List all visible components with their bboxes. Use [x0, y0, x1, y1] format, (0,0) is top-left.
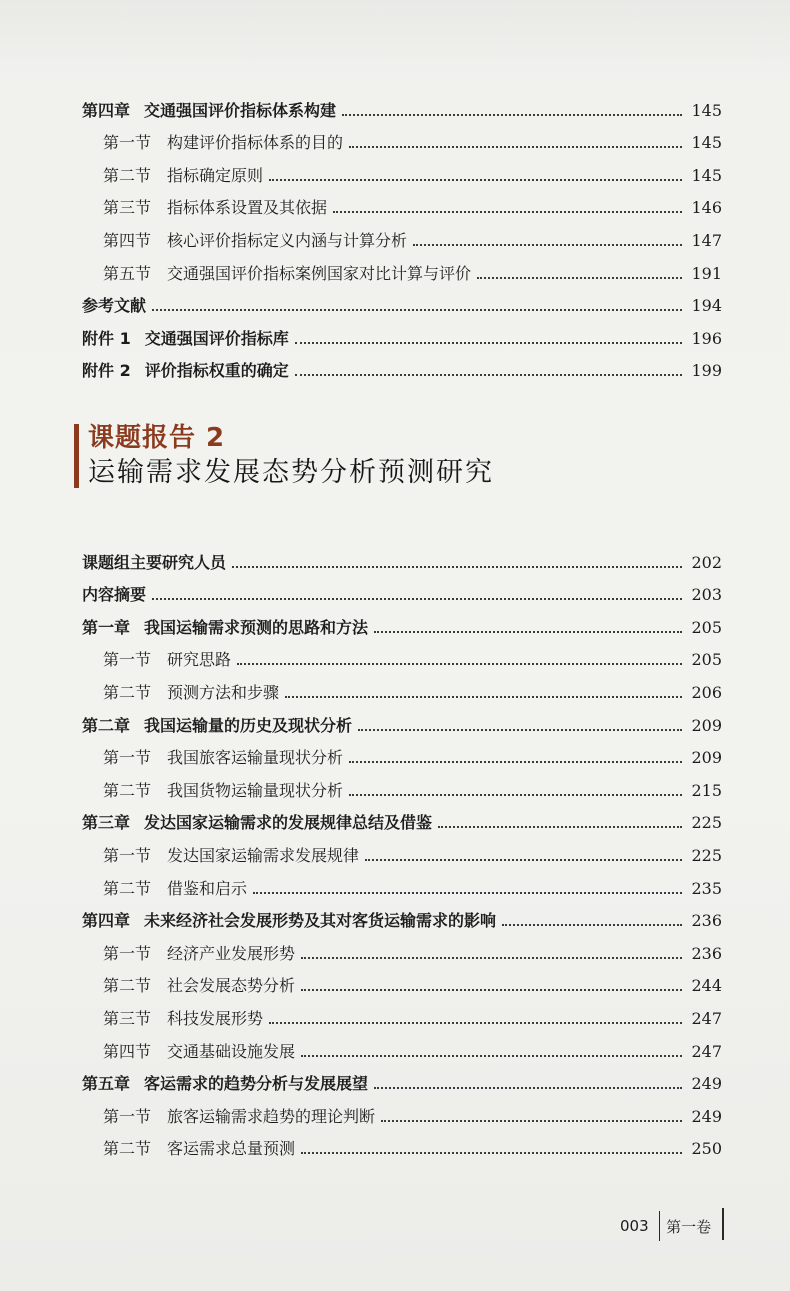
dot-leader — [237, 663, 682, 665]
entry-title: 客运需求总量预测 — [167, 1139, 296, 1159]
dot-leader — [301, 1055, 682, 1057]
page-number: 235 — [691, 878, 722, 898]
dot-leader — [413, 244, 682, 246]
page-number: 199 — [691, 361, 722, 381]
toc-entry-chapter — [82, 899, 722, 932]
entry-title: 借鉴和启示 — [167, 878, 248, 898]
entry-title: 研究思路 — [167, 650, 232, 670]
entry-number: 第二节 — [103, 780, 152, 800]
toc-entry-section — [82, 638, 722, 671]
toc-entry-section — [82, 121, 722, 154]
entry-number: 第五章 — [82, 1074, 131, 1094]
page-number: 236 — [691, 943, 722, 963]
toc-entry-section — [82, 768, 722, 801]
entry-title: 未来经济社会发展形势及其对客货运输需求的影响 — [144, 911, 497, 931]
page-number: 147 — [691, 230, 722, 250]
entry-label — [82, 1074, 368, 1094]
page-number: 146 — [691, 198, 722, 218]
dot-leader — [253, 892, 682, 894]
entry-title: 旅客运输需求趋势的理论判断 — [167, 1106, 376, 1126]
dot-leader — [349, 761, 682, 763]
entry-title: 我国运输需求预测的思路和方法 — [144, 617, 369, 637]
entry-label — [82, 585, 146, 605]
page-number: 209 — [691, 715, 722, 735]
page-number: 206 — [691, 682, 722, 702]
entry-title: 预测方法和步骤 — [167, 682, 280, 702]
entry-number: 附件 2 — [82, 361, 131, 381]
toc-entry-chapter — [82, 1062, 722, 1095]
entry-label — [82, 553, 226, 573]
entry-title: 我国货物运输量现状分析 — [167, 780, 344, 800]
entry-title: 经济产业发展形势 — [167, 943, 296, 963]
entry-label — [82, 101, 336, 121]
dot-leader — [438, 826, 682, 828]
dot-leader — [295, 374, 682, 376]
dot-leader — [349, 146, 682, 148]
toc-entry-section — [82, 1127, 722, 1160]
entry-title: 构建评价指标体系的目的 — [167, 133, 344, 153]
entry-number: 第二节 — [103, 165, 152, 185]
toc-entry-chapter — [82, 88, 722, 121]
dot-leader — [365, 859, 682, 861]
entry-title: 评价指标权重的确定 — [144, 361, 289, 381]
entry-title: 指标确定原则 — [167, 165, 264, 185]
entry-number: 第一章 — [82, 617, 131, 637]
entry-label — [82, 361, 289, 381]
entry-title: 科技发展形势 — [167, 1008, 264, 1028]
page-number: 145 — [691, 165, 722, 185]
dot-leader — [381, 1120, 682, 1122]
entry-label — [103, 846, 359, 866]
toc-entry-appendix — [82, 316, 722, 349]
page-number: 205 — [691, 650, 722, 670]
dot-leader — [358, 729, 682, 731]
report-title: 运输需求发展态势分析预测研究 — [88, 457, 494, 488]
entry-title: 内容摘要 — [82, 585, 147, 605]
entry-label — [82, 716, 352, 736]
entry-title: 我国运输量的历史及现状分析 — [144, 715, 353, 735]
entry-number: 第二节 — [103, 682, 152, 702]
dot-leader — [349, 794, 682, 796]
folio-number: 003 — [620, 1217, 649, 1235]
entry-label — [82, 911, 496, 931]
entry-number: 第一节 — [103, 943, 152, 963]
entry-number: 第一节 — [103, 133, 152, 153]
toc-entry-section — [82, 833, 722, 866]
toc-entry-references — [82, 284, 722, 317]
toc-upper-list — [82, 88, 722, 381]
entry-number: 第五节 — [103, 263, 152, 283]
dot-leader — [301, 1152, 682, 1154]
toc-entry-section — [82, 964, 722, 997]
entry-number: 第四节 — [103, 230, 152, 250]
page-number: 244 — [691, 976, 722, 996]
dot-leader — [269, 179, 682, 181]
dot-leader — [152, 309, 682, 311]
entry-label — [82, 618, 368, 638]
page-number: 203 — [691, 585, 722, 605]
entry-title: 参考文献 — [82, 296, 147, 316]
page-footer — [620, 1210, 711, 1242]
entry-label — [103, 264, 471, 284]
entry-title: 社会发展态势分析 — [167, 976, 296, 996]
entry-label — [103, 1139, 295, 1159]
entry-label — [103, 650, 231, 670]
entry-number: 第一节 — [103, 650, 152, 670]
dot-leader — [374, 1087, 682, 1089]
entry-number: 第三章 — [82, 813, 131, 833]
page-number: 236 — [691, 911, 722, 931]
page-number: 191 — [691, 263, 722, 283]
entry-label — [103, 976, 295, 996]
dot-leader — [502, 924, 682, 926]
entry-title: 课题组主要研究人员 — [82, 552, 227, 572]
toc-entry-section — [82, 186, 722, 219]
page-number: 249 — [691, 1106, 722, 1126]
entry-title: 发达国家运输需求的发展规律总结及借鉴 — [144, 813, 433, 833]
toc-entry-section — [82, 251, 722, 284]
entry-number: 第四章 — [82, 100, 131, 120]
entry-label — [103, 879, 247, 899]
entry-number: 附件 1 — [82, 328, 131, 348]
entry-number: 第二章 — [82, 715, 131, 735]
report-accent-bar — [74, 424, 79, 488]
report-tag: 课题报告 2 — [88, 423, 226, 453]
entry-label — [103, 1042, 295, 1062]
page-number: 247 — [691, 1041, 722, 1061]
report-header — [74, 422, 714, 492]
toc-entry-section — [82, 866, 722, 899]
entry-label — [103, 231, 407, 251]
entry-number: 第一节 — [103, 845, 152, 865]
entry-label — [103, 781, 343, 801]
entry-label — [103, 748, 343, 768]
entry-title: 核心评价指标定义内涵与计算分析 — [167, 230, 408, 250]
entry-number: 第二节 — [103, 878, 152, 898]
entry-label — [82, 813, 432, 833]
footer-edge-rule — [722, 1208, 724, 1240]
page-number: 225 — [691, 845, 722, 865]
toc-entry-front-matter — [82, 540, 722, 573]
entry-number: 第二节 — [103, 976, 152, 996]
page-number: 225 — [691, 813, 722, 833]
entry-title: 交通基础设施发展 — [167, 1041, 296, 1061]
entry-number: 第一节 — [103, 748, 152, 768]
entry-number: 第四章 — [82, 911, 131, 931]
page-number: 145 — [691, 100, 722, 120]
page-number: 196 — [691, 328, 722, 348]
toc-entry-section — [82, 1094, 722, 1127]
volume-label: 第一卷 — [666, 1217, 712, 1236]
entry-title: 指标体系设置及其依据 — [167, 198, 328, 218]
page-number: 249 — [691, 1074, 722, 1094]
page-number: 209 — [691, 748, 722, 768]
toc-entry-section — [82, 218, 722, 251]
page-number: 205 — [691, 617, 722, 637]
toc-entry-section — [82, 931, 722, 964]
entry-label — [82, 296, 146, 316]
dot-leader — [301, 989, 682, 991]
page-number: 194 — [691, 296, 722, 316]
entry-title: 交通强国评价指标案例国家对比计算与评价 — [167, 263, 472, 283]
entry-label — [103, 133, 343, 153]
toc-entry-appendix — [82, 349, 722, 382]
dot-leader — [295, 342, 682, 344]
dot-leader — [333, 211, 682, 213]
page-number: 250 — [691, 1139, 722, 1159]
entry-number: 第四节 — [103, 1041, 152, 1061]
toc-entry-section — [82, 736, 722, 769]
entry-label — [103, 944, 295, 964]
dot-leader — [374, 631, 682, 633]
dot-leader — [269, 1022, 682, 1024]
entry-label — [82, 329, 289, 349]
entry-title: 交通强国评价指标库 — [144, 328, 289, 348]
entry-label — [103, 1009, 263, 1029]
dot-leader — [285, 696, 682, 698]
entry-label — [103, 683, 279, 703]
toc-entry-section — [82, 996, 722, 1029]
dot-leader — [232, 566, 682, 568]
dot-leader — [152, 598, 682, 600]
entry-label — [103, 198, 327, 218]
entry-label — [103, 166, 263, 186]
toc-entry-section — [82, 1029, 722, 1062]
footer-divider — [659, 1211, 661, 1241]
entry-number: 第二节 — [103, 1139, 152, 1159]
dot-leader — [477, 277, 682, 279]
entry-title: 客运需求的趋势分析与发展展望 — [144, 1074, 369, 1094]
entry-label — [103, 1107, 375, 1127]
toc-entry-section — [82, 670, 722, 703]
entry-number: 第三节 — [103, 198, 152, 218]
entry-number: 第三节 — [103, 1008, 152, 1028]
toc-entry-chapter — [82, 605, 722, 638]
dot-leader — [342, 114, 682, 116]
entry-title: 发达国家运输需求发展规律 — [167, 845, 360, 865]
toc-entry-front-matter — [82, 573, 722, 606]
entry-title: 我国旅客运输量现状分析 — [167, 748, 344, 768]
page-number: 202 — [691, 552, 722, 572]
toc-lower-list — [82, 540, 722, 1159]
toc-entry-section — [82, 153, 722, 186]
dot-leader — [301, 957, 682, 959]
toc-entry-chapter — [82, 801, 722, 834]
page-number: 145 — [691, 133, 722, 153]
page-number: 247 — [691, 1008, 722, 1028]
entry-number: 第一节 — [103, 1106, 152, 1126]
page-number: 215 — [691, 780, 722, 800]
toc-entry-chapter — [82, 703, 722, 736]
entry-title: 交通强国评价指标体系构建 — [144, 100, 337, 120]
